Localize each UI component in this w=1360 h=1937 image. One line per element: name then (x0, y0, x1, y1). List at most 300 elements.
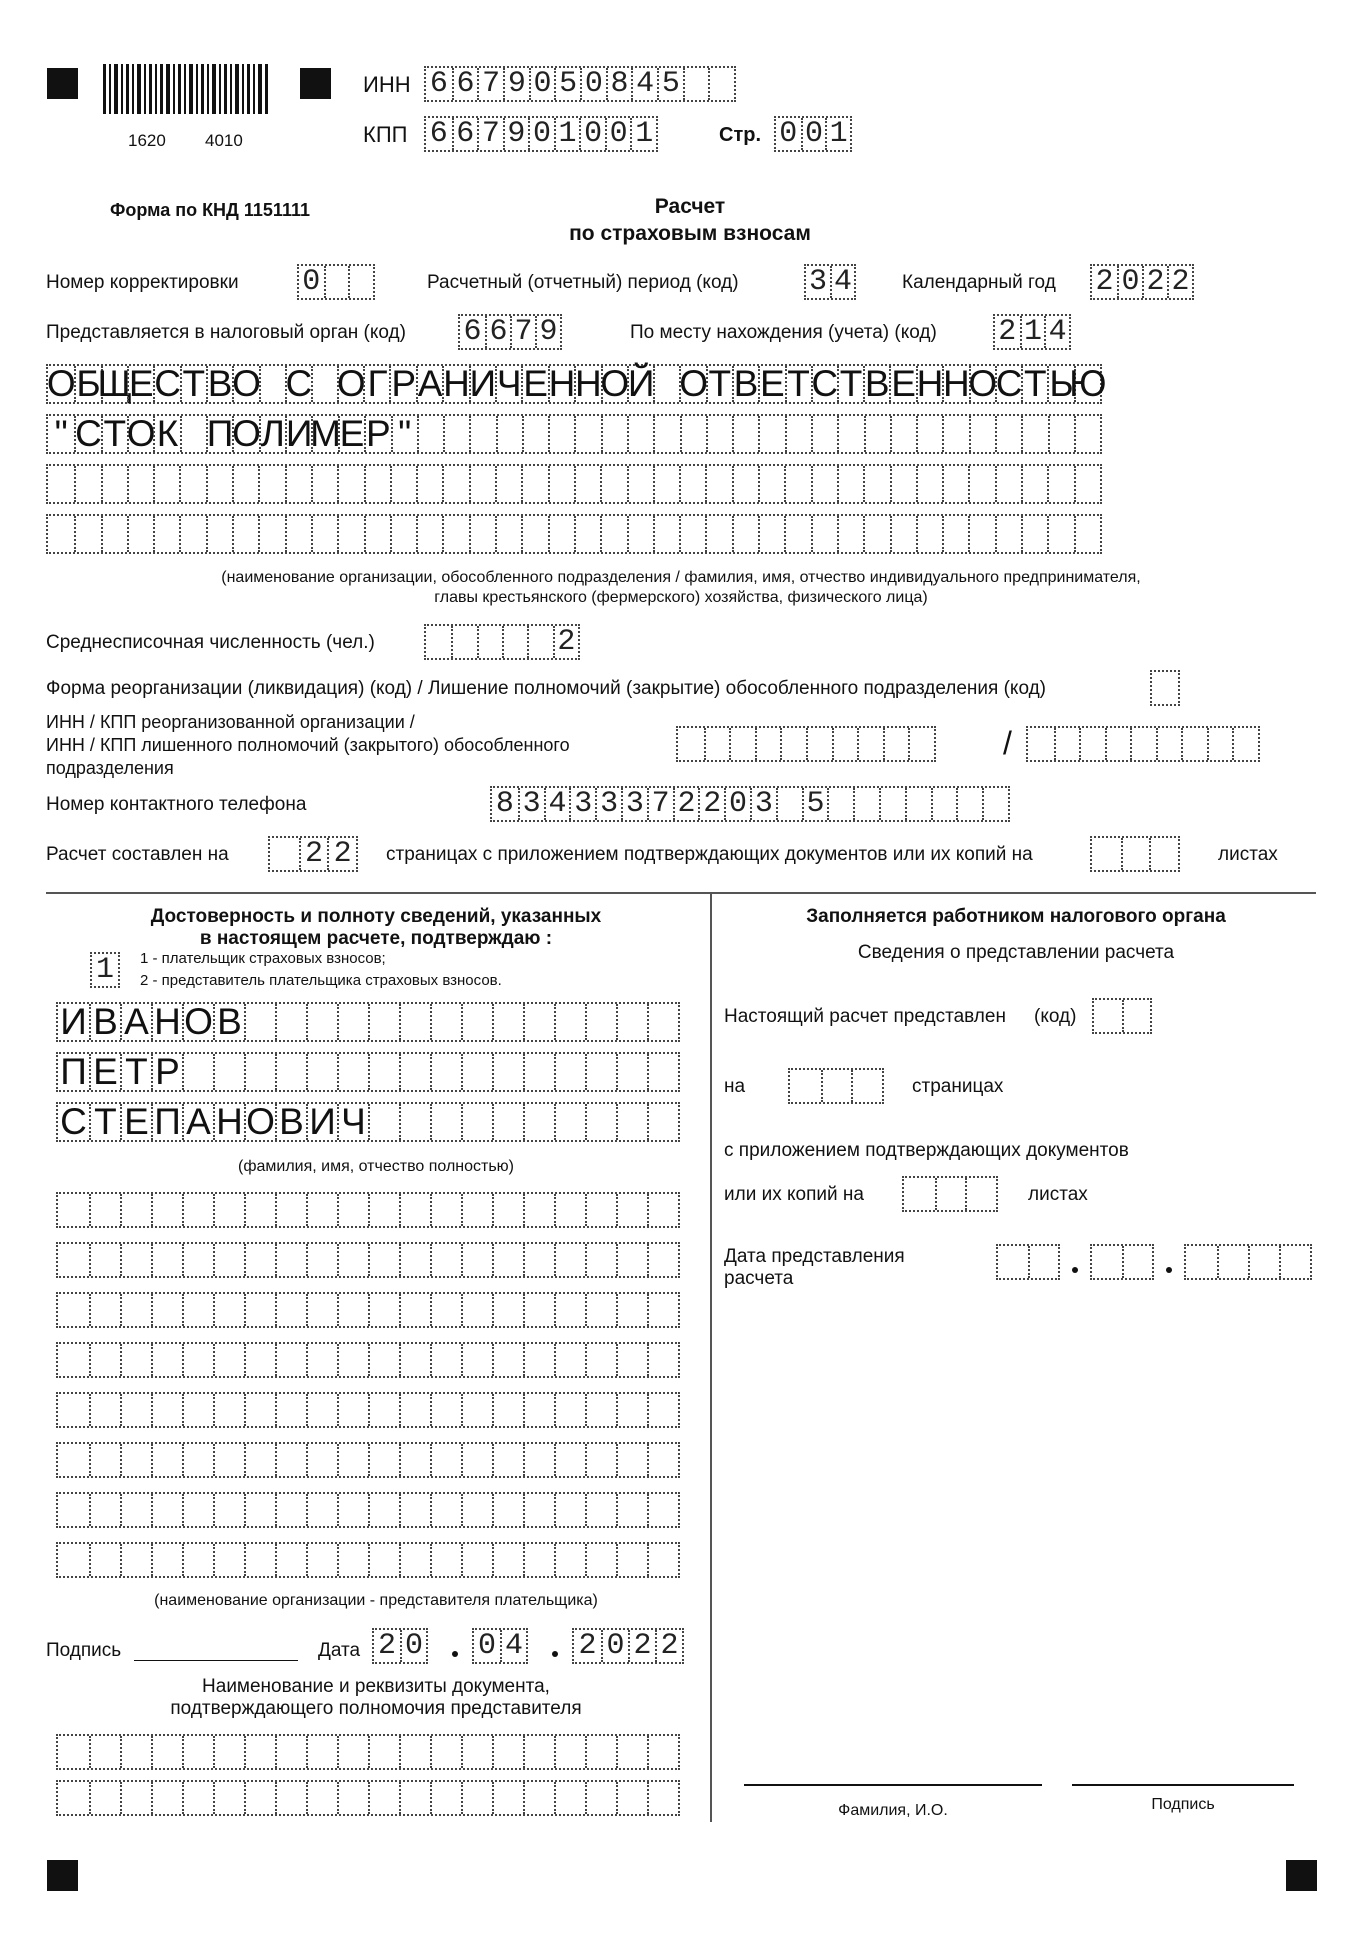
char-cell (680, 416, 706, 452)
char-cell (916, 416, 942, 452)
char-cell (182, 1782, 213, 1814)
char-cell (232, 516, 258, 552)
char-cell (477, 626, 502, 658)
char-cell (182, 1444, 213, 1476)
char-cell (1152, 672, 1178, 704)
page-subtitle: по страховым взносам (569, 222, 811, 245)
submission-date-label-1: Дата представления (724, 1246, 905, 1267)
char-cell (683, 68, 709, 100)
char-cell: 2 (1095, 265, 1114, 299)
char-cell (244, 1494, 275, 1526)
char-cell (1217, 1246, 1248, 1278)
char-cell (151, 1736, 182, 1768)
char-cell (492, 1344, 523, 1376)
char-cell (58, 1444, 89, 1476)
char-cell (492, 1444, 523, 1476)
char-cell (244, 1782, 275, 1814)
submitted-code-field[interactable] (1092, 998, 1152, 1034)
char-cell (522, 416, 548, 452)
char-cell (1232, 728, 1258, 760)
char-cell (58, 1244, 89, 1276)
char-cell (58, 1782, 89, 1814)
char-cell (1122, 1000, 1150, 1032)
char-cell (58, 1494, 89, 1526)
char-cell: Е (128, 363, 154, 404)
char-cell: 0 (605, 118, 631, 150)
char-cell: Р (365, 413, 391, 454)
char-cell (206, 466, 232, 502)
char-cell: 4 (500, 1630, 526, 1662)
tax-authority-field[interactable] (458, 314, 562, 350)
char-cell (213, 1736, 244, 1768)
char-cell (647, 1394, 678, 1426)
char-cell (585, 1104, 616, 1140)
char-cell (811, 416, 837, 452)
char-cell (600, 516, 626, 552)
char-cell (916, 466, 942, 502)
char-cell: 1 (1020, 316, 1045, 348)
char-cell (705, 516, 731, 552)
inn-field[interactable] (424, 66, 736, 102)
char-cell (89, 1244, 120, 1276)
doc-line-1[interactable] (56, 1734, 680, 1770)
char-cell: 1 (95, 953, 114, 987)
char-cell: 3 (808, 265, 827, 299)
char-cell (784, 466, 810, 502)
char-cell (430, 1244, 461, 1276)
tax-sheets-field[interactable] (902, 1176, 998, 1212)
patronymic-field[interactable] (56, 1102, 680, 1142)
char-cell: 1 (630, 118, 656, 150)
char-cell (337, 1494, 368, 1526)
char-cell: Т (837, 366, 863, 402)
date-month-field[interactable] (472, 1628, 528, 1664)
char-cell (492, 1244, 523, 1276)
char-cell (430, 1344, 461, 1376)
phone-field[interactable] (490, 786, 1010, 822)
char-cell: П (206, 413, 234, 454)
char-cell (311, 466, 337, 502)
char-cell (647, 1004, 678, 1040)
rep-org-line-1[interactable] (56, 1192, 680, 1228)
org-name-line-1[interactable] (46, 363, 1107, 404)
char-cell: 3 (750, 788, 776, 820)
confirm-heading-1: Достоверность и полноту сведений, указанных (150, 906, 602, 927)
char-cell (492, 1294, 523, 1326)
char-cell (461, 1544, 492, 1576)
char-cell (58, 1394, 89, 1426)
char-cell: Н (548, 363, 576, 404)
char-cell: 2 (1167, 266, 1192, 298)
char-cell (995, 516, 1021, 552)
char-cell (857, 728, 883, 760)
char-cell: 9 (503, 68, 529, 100)
char-cell (179, 466, 205, 502)
date-separator-2 (552, 1651, 558, 1657)
char-cell (89, 1444, 120, 1476)
rep-org-line-4[interactable] (56, 1342, 680, 1378)
reorg-inn-field[interactable] (676, 726, 936, 762)
rep-org-line-7[interactable] (56, 1492, 680, 1528)
char-cell (523, 1494, 554, 1526)
char-cell (399, 1544, 430, 1576)
char-cell: 9 (503, 118, 529, 150)
char-cell (306, 1194, 337, 1226)
attachment-sheets-field[interactable] (1090, 836, 1180, 872)
char-cell: Р (151, 1054, 182, 1090)
char-cell (337, 1394, 368, 1426)
char-cell (182, 1736, 213, 1768)
submission-year-field[interactable] (1184, 1244, 1312, 1280)
char-cell (523, 1444, 554, 1476)
char-cell (89, 1544, 120, 1576)
char-cell: Н (916, 363, 944, 404)
date-year-field[interactable] (572, 1628, 684, 1664)
rep-org-line-2[interactable] (56, 1242, 680, 1278)
char-cell: 0 (528, 118, 554, 150)
char-cell (942, 516, 968, 552)
char-cell: О (968, 363, 998, 404)
char-cell (368, 1004, 399, 1040)
signature-label: Подпись (46, 1640, 122, 1661)
year-field[interactable] (1090, 264, 1194, 300)
reorg-kpp-field[interactable] (1026, 726, 1260, 762)
char-cell (601, 416, 627, 452)
char-cell (244, 1736, 275, 1768)
char-cell (58, 1294, 89, 1326)
char-cell (151, 1444, 182, 1476)
period-field[interactable] (804, 264, 856, 300)
char-cell (89, 1782, 120, 1814)
char-cell (523, 1782, 554, 1814)
char-cell (270, 838, 299, 870)
rep-org-line-3[interactable] (56, 1292, 680, 1328)
char-cell (399, 1054, 430, 1090)
char-cell: 4 (1044, 316, 1069, 348)
char-cell (1074, 516, 1100, 552)
char-cell (461, 1444, 492, 1476)
char-cell (931, 788, 957, 820)
char-cell (827, 788, 853, 820)
tax-pages-field[interactable] (788, 1068, 884, 1104)
char-cell (426, 626, 451, 658)
char-cell (337, 466, 363, 502)
char-cell (616, 1194, 647, 1226)
char-cell (585, 1344, 616, 1376)
char-cell (548, 466, 574, 502)
submitted-code-label: (код) (1034, 1006, 1077, 1027)
char-cell (101, 466, 127, 502)
char-cell: Т (101, 416, 127, 452)
char-cell: 3 (569, 788, 595, 820)
char-cell (337, 516, 363, 552)
char-cell (904, 1178, 935, 1210)
char-cell: Н (151, 1004, 182, 1040)
char-cell (213, 1544, 244, 1576)
char-cell (120, 1782, 151, 1814)
char-cell: Е (760, 363, 785, 404)
char-cell (1047, 516, 1073, 552)
year-label: Календарный год (902, 272, 1056, 293)
char-cell (627, 466, 653, 502)
org-name-line-4[interactable] (46, 514, 1102, 554)
char-cell (213, 1344, 244, 1376)
char-cell: О (679, 363, 708, 404)
char-cell (275, 1494, 306, 1526)
char-cell (574, 516, 600, 552)
char-cell (151, 1344, 182, 1376)
doc-line-2[interactable] (56, 1780, 680, 1816)
char-cell (1021, 416, 1047, 452)
char-cell (492, 1054, 523, 1090)
char-cell (306, 1736, 337, 1768)
char-cell (995, 466, 1021, 502)
char-cell (600, 466, 626, 502)
char-cell (430, 1004, 461, 1040)
char-cell (523, 1004, 554, 1040)
char-cell (995, 416, 1021, 452)
kpp-field[interactable] (424, 116, 658, 152)
char-cell (443, 416, 469, 452)
char-cell (1028, 728, 1054, 760)
char-cell (324, 266, 349, 298)
char-cell (337, 1736, 368, 1768)
char-cell (616, 1244, 647, 1276)
char-cell (890, 516, 916, 552)
vertical-divider (710, 892, 712, 1822)
char-cell (461, 1494, 492, 1526)
char-cell: 2 (698, 788, 724, 820)
char-cell (523, 1104, 554, 1140)
char-cell (244, 1194, 275, 1226)
char-cell: 0 (580, 68, 606, 100)
char-cell (616, 1544, 647, 1576)
char-cell (153, 516, 179, 552)
char-cell (965, 1178, 996, 1210)
char-cell (89, 1344, 120, 1376)
char-cell: 0 (302, 265, 321, 299)
pages-field[interactable] (268, 836, 358, 872)
signer-code-field[interactable] (90, 952, 120, 988)
char-cell (48, 516, 74, 552)
sign-line[interactable] (1072, 1784, 1294, 1786)
surname-field[interactable] (56, 1002, 680, 1042)
char-cell (182, 1054, 213, 1090)
char-cell: Н (443, 363, 470, 404)
char-cell (306, 1344, 337, 1376)
char-cell: С (75, 413, 102, 454)
char-cell (790, 1070, 821, 1102)
char-cell (416, 466, 442, 502)
submission-month-field[interactable] (1090, 1244, 1154, 1280)
char-cell (647, 1294, 678, 1326)
char-cell (120, 1494, 151, 1526)
char-cell (837, 516, 863, 552)
char-cell (275, 1736, 306, 1768)
char-cell (275, 1394, 306, 1426)
char-cell (554, 1782, 585, 1814)
org-name-caption-1: (наименование организации, обособленного подразделения / фамилия, имя, отчество индивидуального предпринимателя, (221, 569, 1141, 586)
char-cell (1021, 516, 1047, 552)
page-number-field[interactable] (774, 116, 852, 152)
headcount-label: Среднесписочная численность (чел.) (46, 632, 375, 653)
char-cell (653, 366, 679, 402)
char-cell (492, 1494, 523, 1526)
char-cell (306, 1294, 337, 1326)
char-cell: 8 (495, 787, 514, 821)
submission-date-separator-1 (1072, 1267, 1078, 1273)
char-cell (647, 1494, 678, 1526)
char-cell: Н (213, 1104, 244, 1140)
org-name-line-2[interactable] (46, 414, 1102, 454)
char-cell (554, 1054, 585, 1090)
char-cell (1074, 416, 1100, 452)
char-cell (554, 1394, 585, 1426)
char-cell: 3 (595, 788, 621, 820)
char-cell (399, 1494, 430, 1526)
char-cell (368, 1444, 399, 1476)
char-cell: Ч (337, 1104, 368, 1140)
char-cell (492, 1104, 523, 1140)
rep-org-caption: (наименование организации - представителя плательщика) (154, 1592, 598, 1609)
reorg-slash: / (1003, 725, 1012, 761)
char-cell (732, 516, 758, 552)
char-cell (492, 1004, 523, 1040)
corner-marker-top-left (47, 68, 78, 99)
char-cell (390, 466, 416, 502)
signer-option-1: 1 - плательщик страховых взносов; (140, 950, 386, 967)
char-cell: Н (575, 363, 602, 404)
char-cell: О (232, 413, 261, 454)
char-cell (244, 1444, 275, 1476)
char-cell: 6 (429, 117, 448, 151)
char-cell: О (126, 413, 156, 454)
first-name-field[interactable] (56, 1052, 680, 1092)
char-cell: Ь (1049, 363, 1074, 404)
char-cell (616, 1782, 647, 1814)
char-cell (523, 1244, 554, 1276)
char-cell (616, 1054, 647, 1090)
char-cell (806, 728, 832, 760)
char-cell (213, 1244, 244, 1276)
char-cell: 0 (801, 118, 826, 150)
char-cell (461, 1344, 492, 1376)
char-cell (179, 516, 205, 552)
correction-field[interactable] (297, 264, 375, 300)
pages-middle-label: страницах с приложением подтверждающих документов или их копий на (386, 844, 1033, 865)
submission-day-field[interactable] (996, 1244, 1060, 1280)
char-cell (120, 1736, 151, 1768)
sign-caption-right: Подпись (1151, 1796, 1215, 1813)
org-name-line-3[interactable] (46, 464, 1102, 504)
char-cell (496, 416, 522, 452)
char-cell (337, 1344, 368, 1376)
char-cell (461, 1394, 492, 1426)
char-cell: 4 (631, 68, 657, 100)
char-cell (708, 68, 734, 100)
char-cell (616, 1444, 647, 1476)
char-cell: Ю (1069, 363, 1107, 404)
rep-org-line-8[interactable] (56, 1542, 680, 1578)
char-cell (74, 516, 100, 552)
char-cell: Б (76, 363, 101, 404)
date-label: Дата (318, 1640, 361, 1661)
char-cell (968, 516, 994, 552)
char-cell (1207, 728, 1233, 760)
char-cell (554, 1544, 585, 1576)
char-cell: 6 (452, 118, 478, 150)
char-cell (908, 728, 934, 760)
char-cell (758, 416, 784, 452)
char-cell (1149, 838, 1178, 870)
char-cell (469, 466, 495, 502)
char-cell (180, 416, 206, 452)
char-cell (554, 1104, 585, 1140)
char-cell (430, 1104, 461, 1140)
char-cell (399, 1782, 430, 1814)
char-cell: " (54, 413, 68, 454)
char-cell (492, 1782, 523, 1814)
char-cell: 6 (452, 68, 478, 100)
char-cell (151, 1244, 182, 1276)
char-cell (853, 788, 879, 820)
char-cell: 3 (518, 788, 544, 820)
reorg-code-field[interactable] (1150, 670, 1180, 706)
char-cell: Р (391, 363, 417, 404)
fio-line[interactable] (744, 1784, 1042, 1786)
char-cell (585, 1394, 616, 1426)
char-cell (258, 516, 284, 552)
date-day-field[interactable] (372, 1628, 428, 1664)
char-cell (890, 466, 916, 502)
char-cell (1279, 1246, 1310, 1278)
char-cell: Е (891, 363, 916, 404)
char-cell (811, 516, 837, 552)
char-cell (1079, 728, 1105, 760)
char-cell (647, 1344, 678, 1376)
signature-line[interactable] (134, 1660, 298, 1661)
char-cell: 0 (529, 68, 555, 100)
char-cell (58, 1344, 89, 1376)
char-cell (74, 466, 100, 502)
char-cell (311, 366, 337, 402)
char-cell: 7 (477, 118, 503, 150)
char-cell (364, 516, 390, 552)
location-field[interactable] (993, 314, 1071, 350)
char-cell (502, 626, 527, 658)
char-cell (554, 1494, 585, 1526)
char-cell (1248, 1246, 1279, 1278)
char-cell (647, 1782, 678, 1814)
char-cell (647, 1444, 678, 1476)
char-cell: В (213, 1004, 244, 1040)
on-label: на (724, 1076, 746, 1097)
char-cell (837, 416, 863, 452)
char-cell: 2 (578, 1629, 597, 1663)
char-cell (627, 416, 653, 452)
char-cell: 7 (477, 68, 503, 100)
char-cell (451, 626, 476, 658)
rep-org-line-6[interactable] (56, 1442, 680, 1478)
char-cell (213, 1782, 244, 1814)
char-cell (285, 466, 311, 502)
headcount-field[interactable] (424, 624, 580, 660)
char-cell: Щ (97, 363, 133, 404)
char-cell (758, 516, 784, 552)
char-cell: 0 (477, 1629, 496, 1663)
char-cell (275, 1444, 306, 1476)
rep-org-line-5[interactable] (56, 1392, 680, 1428)
